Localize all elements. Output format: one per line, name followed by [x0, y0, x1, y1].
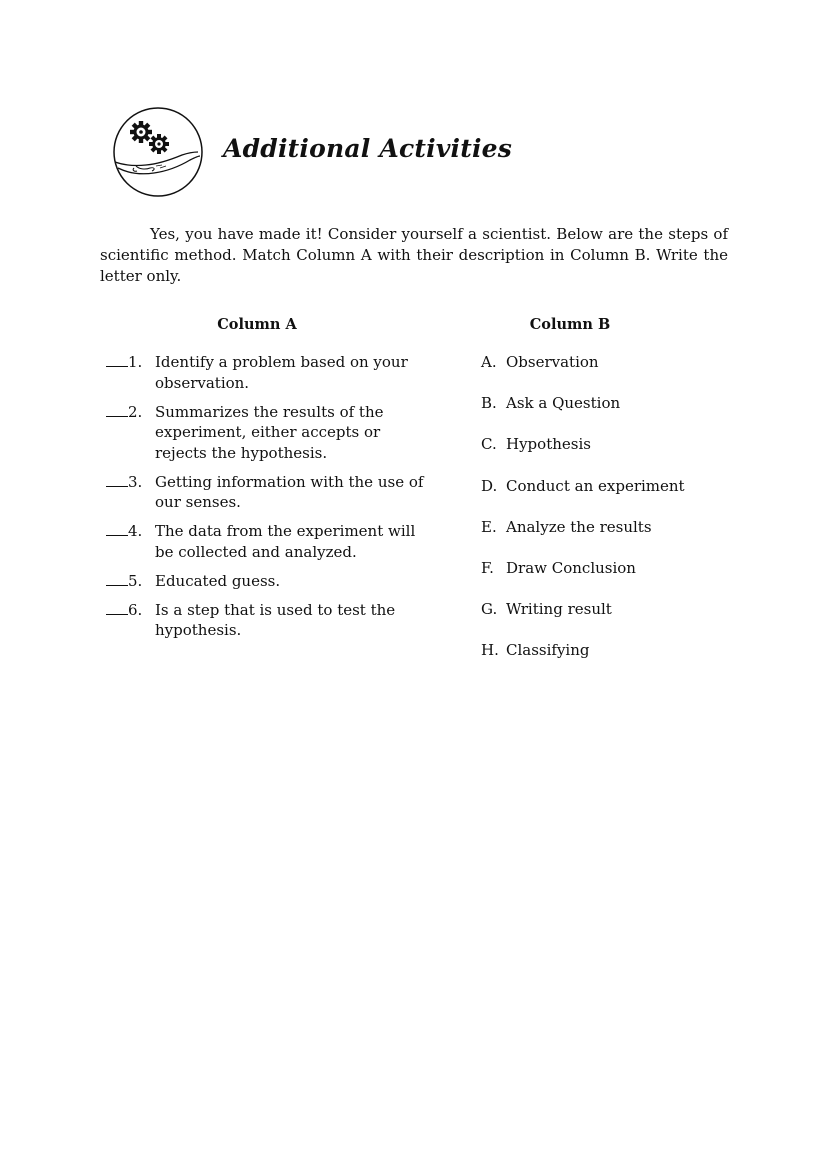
answer-blank[interactable] [106, 571, 142, 592]
answer-line[interactable] [106, 601, 128, 615]
item-number: 4. [128, 522, 143, 540]
item-letter: B. [481, 394, 497, 413]
column-a-item [106, 472, 436, 513]
item-text: Conduct an experiment [506, 476, 685, 495]
item-text: Is a step that is used to test the hypothesis. [155, 600, 396, 639]
column-a-item [106, 521, 436, 562]
item-letter: G. [481, 600, 498, 619]
item-text: Classifying [506, 641, 590, 660]
item-letter: F. [481, 558, 494, 577]
answer-line[interactable] [106, 572, 128, 586]
answer-line[interactable] [106, 403, 128, 417]
column-b-item [481, 352, 741, 393]
section-title: Additional Activities [223, 134, 513, 163]
item-text: Writing result [506, 600, 612, 619]
answer-blank[interactable] [106, 521, 142, 542]
column-a-item [106, 600, 436, 641]
item-text: Getting information with the use of our senses. [155, 472, 424, 511]
item-text: Hypothesis [506, 435, 591, 454]
item-letter: C. [481, 435, 497, 454]
item-number: 1. [128, 353, 143, 371]
column-a-heading: Column A [217, 316, 297, 333]
gears-in-hand-icon [112, 106, 204, 198]
column-b-item [481, 434, 741, 475]
column-b-item [481, 476, 741, 517]
item-number: 3. [128, 472, 143, 491]
item-number: 2. [128, 402, 143, 421]
item-number: 6. [128, 600, 143, 619]
column-b-list [481, 352, 741, 682]
item-text: Identify a problem based on your observation. [155, 353, 408, 392]
item-letter: H. [481, 641, 499, 660]
item-letter: E. [481, 517, 497, 536]
column-b-item [481, 599, 741, 640]
answer-blank[interactable] [106, 472, 142, 493]
column-b-item [481, 640, 741, 681]
column-b-item [481, 517, 741, 558]
column-b-item [481, 393, 741, 434]
item-letter: D. [481, 476, 498, 495]
instructions-paragraph: Yes, you have made it! Consider yourself a scientist. Below are the steps of scientific method. Match Column A with their description in Column B. Write the letter only. [100, 225, 728, 285]
answer-blank[interactable] [106, 402, 142, 423]
column-a-item [106, 402, 436, 464]
answer-line[interactable] [106, 522, 128, 536]
answer-line[interactable] [106, 353, 128, 367]
item-text: Observation [506, 353, 599, 371]
item-text: Analyze the results [506, 517, 652, 536]
column-a-item [106, 571, 436, 592]
item-letter: A. [481, 353, 497, 371]
column-b-item [481, 558, 741, 599]
item-text: Summarizes the results of the experiment, either accepts or rejects the hypothesis. [155, 402, 384, 462]
answer-line[interactable] [106, 473, 128, 487]
item-number: 5. [128, 571, 143, 590]
column-a-list [106, 352, 436, 649]
column-a-item [106, 352, 436, 393]
item-text: Draw Conclusion [506, 558, 636, 577]
item-text: The data from the experiment will be collected and analyzed. [155, 522, 416, 561]
answer-blank[interactable] [106, 600, 142, 621]
answer-blank[interactable] [106, 352, 142, 373]
item-text: Ask a Question [506, 394, 621, 413]
item-text: Educated guess. [155, 571, 281, 590]
column-b-heading: Column B [529, 316, 611, 333]
